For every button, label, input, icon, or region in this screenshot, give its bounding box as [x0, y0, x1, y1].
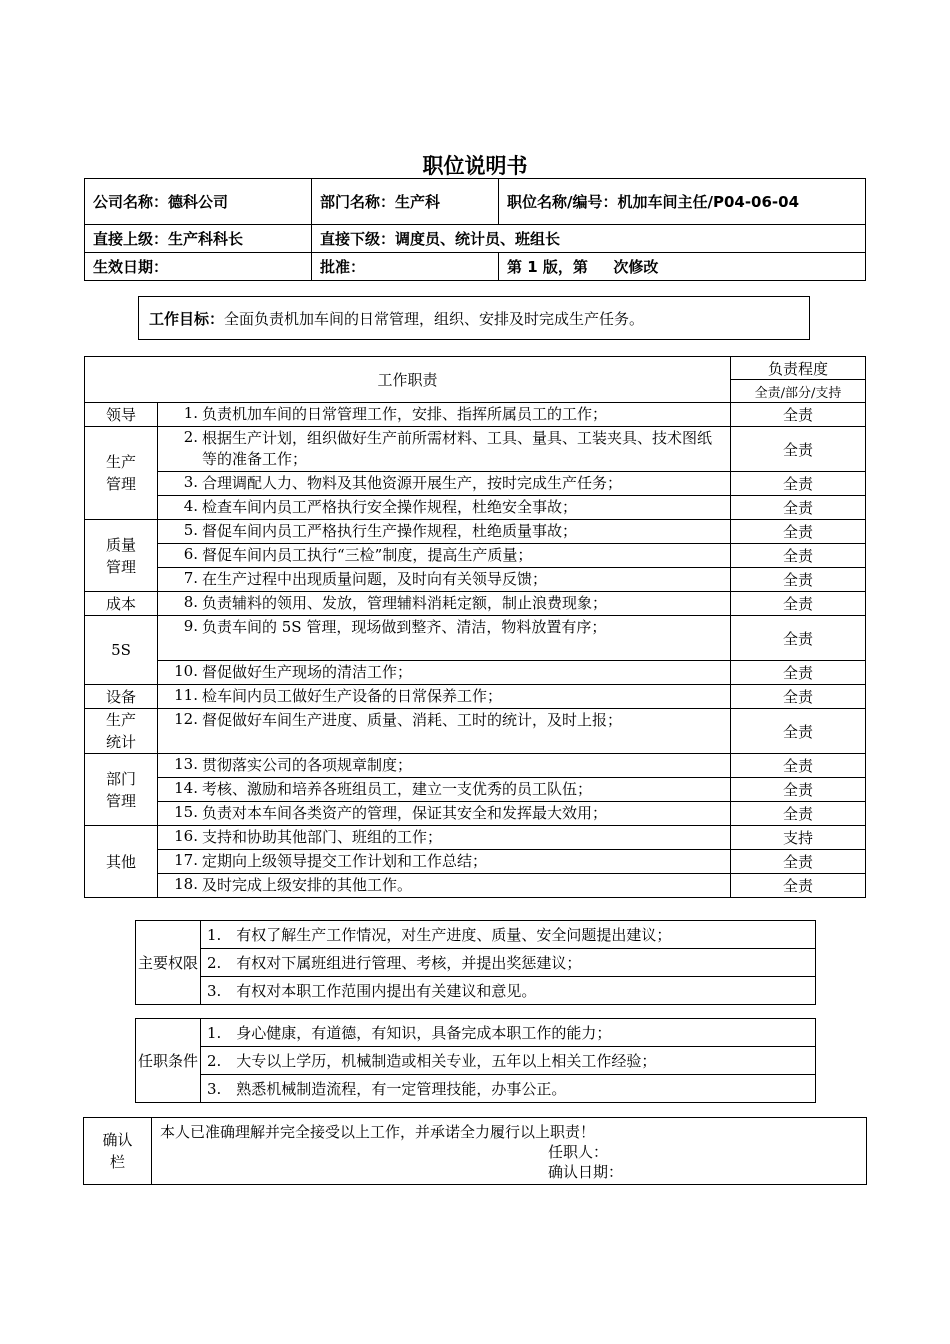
level-column-subtitle: 全责/部分/支持: [731, 380, 866, 403]
duty-text: 负责车间的 5S 管理，现场做到整齐、清洁，物料放置有序；: [202, 616, 731, 661]
position-name: 职位名称/编号：机加车间主任/P04-06-04: [499, 179, 866, 225]
duty-number: 7.: [158, 568, 203, 592]
duty-number: 5.: [158, 520, 203, 544]
confirmation-date: 确认日期：: [548, 1163, 624, 1181]
duty-text: 负责对本车间各类资产的管理，保证其安全和发挥最大效用；: [202, 802, 731, 826]
duties-table: [84, 356, 866, 898]
duty-text: 检车间内员工做好生产设备的日常保养工作；: [202, 685, 731, 709]
duty-row: [85, 568, 866, 592]
duty-row: [85, 427, 866, 472]
duty-level: 全责: [731, 850, 866, 874]
duty-level: 全责: [731, 568, 866, 592]
direct-superior: 直接上级：生产科科长: [85, 225, 312, 253]
duty-text: 考核、激励和培养各班组员工，建立一支优秀的员工队伍；: [202, 778, 731, 802]
duty-number: 12.: [158, 709, 203, 754]
duty-text: 督促做好车间生产进度、质量、消耗、工时的统计，及时上报；: [202, 709, 731, 754]
duty-level: 全责: [731, 709, 866, 754]
approval: 批准：: [312, 253, 499, 281]
duty-row: [85, 709, 866, 754]
duty-category: 5S: [85, 616, 158, 685]
duty-text: 合理调配人力、物料及其他资源开展生产，按时完成生产任务；: [202, 472, 731, 496]
duty-level: 全责: [731, 403, 866, 427]
duty-level: 全责: [731, 472, 866, 496]
duties-body: [85, 403, 866, 898]
duty-row: [85, 472, 866, 496]
duty-row: [85, 520, 866, 544]
duty-level: 全责: [731, 802, 866, 826]
requirement-item: 2. 大专以上学历，机械制造或相关专业，五年以上相关工作经验；: [201, 1047, 816, 1075]
duty-level: 全责: [731, 520, 866, 544]
duty-level: 全责: [731, 544, 866, 568]
duty-number: 4.: [158, 496, 203, 520]
duty-row: [85, 496, 866, 520]
duty-number: 18.: [158, 874, 203, 898]
authority-item: 2. 有权对下属班组进行管理、考核，并提出奖惩建议；: [201, 949, 816, 977]
duty-level: 全责: [731, 427, 866, 472]
duty-row: [85, 403, 866, 427]
duty-category: 质量管理: [85, 520, 158, 592]
duty-text: 检查车间内员工严格执行安全操作规程，杜绝安全事故；: [202, 496, 731, 520]
duty-category: 领导: [85, 403, 158, 427]
company-name: 公司名称：德科公司: [85, 179, 312, 225]
version-info: 第 1 版，第 次修改: [499, 253, 866, 281]
duty-category: 其他: [85, 826, 158, 898]
duty-row: [85, 850, 866, 874]
duty-row: [85, 778, 866, 802]
duty-number: 8.: [158, 592, 203, 616]
duty-category: 设备: [85, 685, 158, 709]
authority-item: 1. 有权了解生产工作情况，对生产进度、质量、安全问题提出建议；: [201, 921, 816, 949]
duty-row: [85, 616, 866, 661]
duty-text: 支持和协助其他部门、班组的工作；: [202, 826, 731, 850]
duty-number: 14.: [158, 778, 203, 802]
direct-subordinate: 直接下级：调度员、统计员、班组长: [312, 225, 866, 253]
confirmation-table: [83, 1117, 867, 1185]
effective-date: 生效日期：: [85, 253, 312, 281]
duty-text: 及时完成上级安排的其他工作。: [202, 874, 731, 898]
duty-text: 督促车间内员工严格执行生产操作规程，杜绝质量事故；: [202, 520, 731, 544]
duty-text: 贯彻落实公司的各项规章制度；: [202, 754, 731, 778]
duty-row: [85, 826, 866, 850]
employee-signature: 任职人：: [548, 1143, 609, 1161]
authority-item: 3. 有权对本职工作范围内提出有关建议和意见。: [201, 977, 816, 1005]
confirmation-label: 确认栏: [84, 1118, 152, 1185]
duty-level: 全责: [731, 874, 866, 898]
duty-row: [85, 802, 866, 826]
authority-label: 主要权限: [136, 921, 201, 1005]
duty-text: 负责机加车间的日常管理工作，安排、指挥所属员工的工作；: [202, 403, 731, 427]
duty-number: 9.: [158, 616, 203, 661]
duty-category: 部门管理: [85, 754, 158, 826]
level-column-title: 负责程度: [731, 357, 866, 380]
duty-level: 全责: [731, 754, 866, 778]
duty-row: [85, 685, 866, 709]
authority-table: [135, 920, 816, 1005]
duty-level: 全责: [731, 616, 866, 661]
duty-number: 3.: [158, 472, 203, 496]
department-name: 部门名称：生产科: [312, 179, 499, 225]
requirements-table: [135, 1018, 816, 1103]
duty-number: 1.: [158, 403, 203, 427]
duty-number: 13.: [158, 754, 203, 778]
duty-number: 11.: [158, 685, 203, 709]
confirmation-statement: 本人已准确理解并完全接受以上工作，并承诺全力履行以上职责！: [160, 1123, 596, 1141]
duty-number: 17.: [158, 850, 203, 874]
duty-text: 督促做好生产现场的清洁工作；: [202, 661, 731, 685]
duty-number: 15.: [158, 802, 203, 826]
duty-level: 全责: [731, 592, 866, 616]
work-goal-box: [138, 296, 810, 340]
header-table: [84, 178, 866, 281]
duty-row: [85, 661, 866, 685]
work-goal-label: 工作目标：: [149, 309, 225, 328]
duties-column-title: 工作职责: [85, 357, 731, 403]
duty-category: 成本: [85, 592, 158, 616]
duty-level: 全责: [731, 496, 866, 520]
requirement-item: 3. 熟悉机械制造流程，有一定管理技能，办事公正。: [201, 1075, 816, 1103]
duty-number: 6.: [158, 544, 203, 568]
duty-text: 督促车间内员工执行“三检”制度，提高生产质量；: [202, 544, 731, 568]
duty-text: 负责辅料的领用、发放，管理辅料消耗定额，制止浪费现象；: [202, 592, 731, 616]
duty-category: 生产管理: [85, 427, 158, 520]
work-goal-text: 全面负责机加车间的日常管理，组织、安排及时完成生产任务。: [224, 309, 645, 328]
duty-text: 在生产过程中出现质量问题，及时向有关领导反馈；: [202, 568, 731, 592]
duty-row: [85, 874, 866, 898]
duty-row: [85, 592, 866, 616]
duty-level: 支持: [731, 826, 866, 850]
duty-level: 全责: [731, 661, 866, 685]
duty-row: [85, 754, 866, 778]
page-title: 职位说明书: [422, 154, 528, 178]
duty-text: 定期向上级领导提交工作计划和工作总结；: [202, 850, 731, 874]
duty-level: 全责: [731, 778, 866, 802]
duty-category: 生产统计: [85, 709, 158, 754]
requirements-label: 任职条件: [136, 1019, 201, 1103]
duty-level: 全责: [731, 685, 866, 709]
duty-row: [85, 544, 866, 568]
duty-number: 10.: [158, 661, 203, 685]
requirement-item: 1. 身心健康，有道德，有知识，具备完成本职工作的能力；: [201, 1019, 816, 1047]
duty-number: 2.: [158, 427, 203, 472]
duty-number: 16.: [158, 826, 203, 850]
duty-text: 根据生产计划，组织做好生产前所需材料、工具、量具、工装夹具、技术图纸等的准备工作；: [202, 427, 731, 472]
